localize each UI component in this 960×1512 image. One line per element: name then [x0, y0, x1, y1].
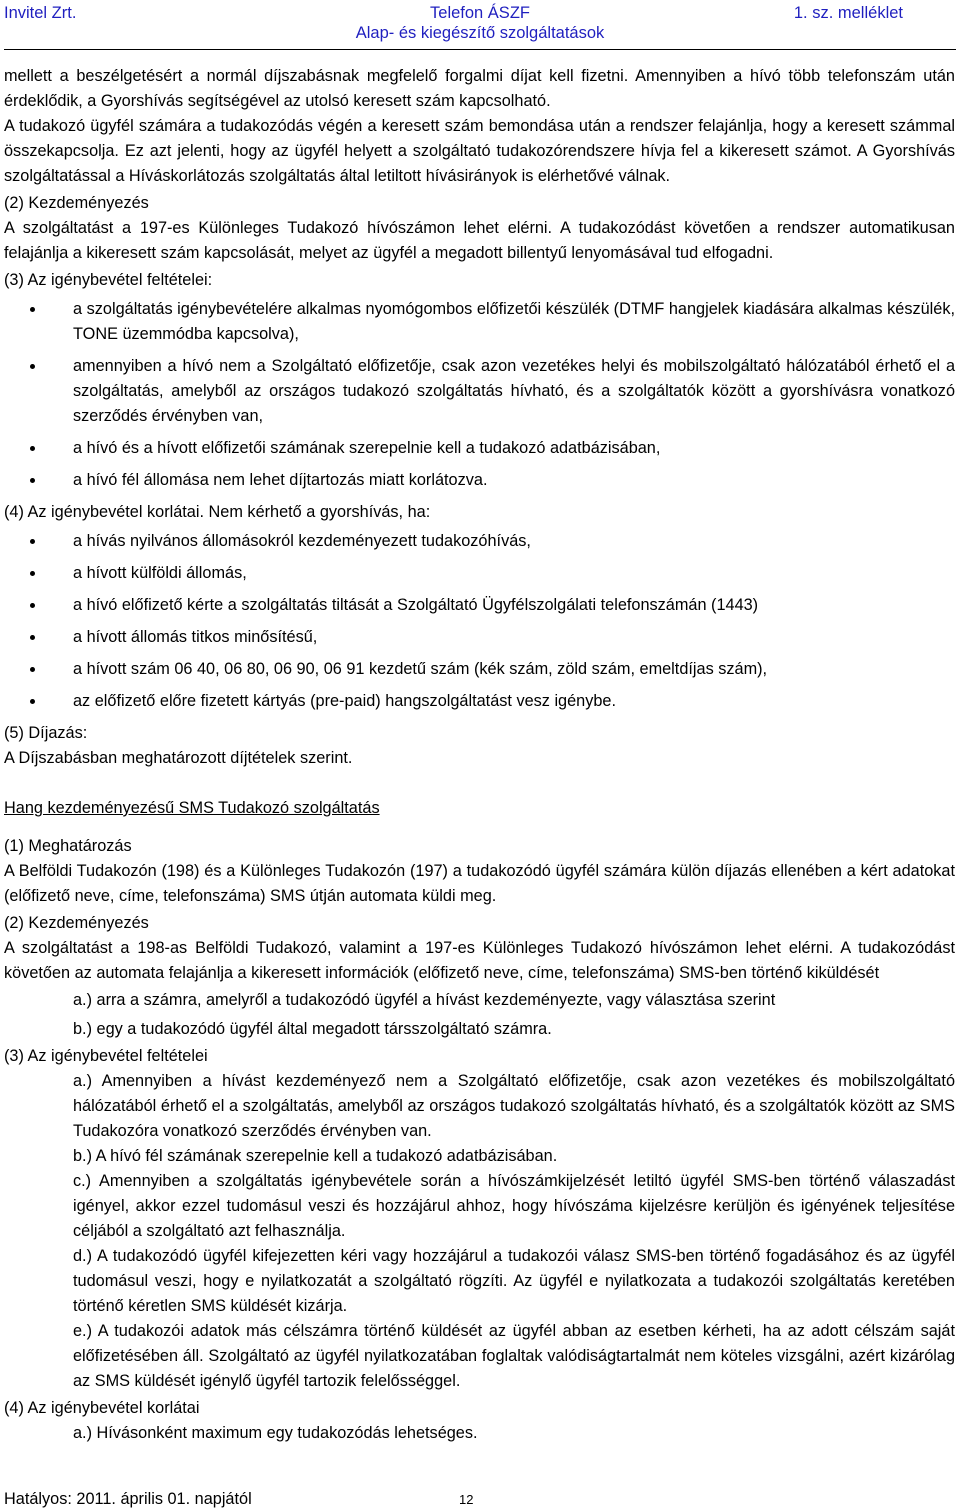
- service-title: Hang kezdeményezésű SMS Tudakozó szolgáltatás: [4, 799, 380, 817]
- list-item: a hívott külföldi állomás,: [4, 561, 955, 586]
- section-heading: (3) Az igénybevétel feltételei: [4, 1047, 208, 1065]
- section-heading: (5) Díjazás:: [4, 724, 88, 742]
- list-item: a hívott állomás titkos minősítésű,: [4, 625, 955, 650]
- paragraph: A szolgáltatást a 198-as Belföldi Tudakozó, valamint a 197-es Különleges Tudakozó hívószámon lehet elérni. A tudakozódást követően az automata felajánlja a kikeresett információk (előfizető neve, címe, telefonszáma) SMS-ben történő kiküldését: [4, 939, 955, 982]
- sms-conditions-list: [4, 1069, 955, 1394]
- sms-limitations-list: [4, 1421, 955, 1446]
- header-subtitle: Alap- és kiegészítő szolgáltatások: [355, 24, 605, 42]
- paragraph: A tudakozó ügyfél számára a tudakozódás végén a keresett szám bemondása után a rendszer felajánlja, hogy a keresett számmal összekapcsolja. Ez azt jelenti, hogy az ügyfél helyett a szolgáltató tudakozórendszere hívja fel a kikeresett számot. A Gyorshívás szolgáltatással a Híváskorlátozás szolgáltatás által letiltott hívásirányok is elérhetővé válnak.: [4, 117, 955, 185]
- section-heading: (2) Kezdeményezés: [4, 194, 149, 212]
- header-left: Invitel Zrt.: [4, 4, 77, 22]
- delivery-options-list: [4, 988, 955, 1042]
- list-item: a.) arra a számra, amelyről a tudakozódó ügyfél a hívást kezdeményezte, vagy választása szerint: [73, 991, 776, 1009]
- list-item: d.) A tudakozódó ügyfél kifejezetten kéri vagy hozzájárul a tudakozói válasz SMS-ben történő fogadásához és az ügyfél tudomásul veszi, hogy e nyilatkozatát a szolgáltató rögzíti. Az ügyfél e nyilatkozata a tudakozói szolgáltatás keretében történő kéretlen SMS küldését kizárja.: [73, 1247, 955, 1315]
- list-item: a.) Amennyiben a hívást kezdeményező nem a Szolgáltató előfizetője, csak azon vezetékes és mobilszolgáltató hálózatából érhető el a szolgáltatás, amelyből az országos tudakozó szolgáltatás hívható, és a szolgáltatók között az SMS Tudakozóra vonatkozó szerződés érvényben van.: [73, 1072, 955, 1140]
- bullet-icon: [30, 446, 35, 451]
- header-center: Telefon ÁSZF: [430, 4, 530, 22]
- list-item: a szolgáltatás igénybevételére alkalmas nyomógombos előfizetői készülék (DTMF hangjelek kiadására alkalmas készülék, TONE üzemmódba kapcsolva),: [4, 297, 955, 347]
- section-heading: (4) Az igénybevétel korlátai. Nem kérhető a gyorshívás, ha:: [4, 503, 431, 521]
- paragraph: A Belföldi Tudakozón (198) és a Különleges Tudakozón (197) a tudakozódó ügyfél számára külön díjazás ellenében a kért adatokat (előfizető neve, címe, telefonszáma) SMS útján automata küldi meg.: [4, 862, 955, 905]
- conditions-list: [4, 297, 955, 493]
- list-item: a.) Hívásonként maximum egy tudakozódás lehetséges.: [73, 1424, 478, 1442]
- header-rule: [4, 49, 956, 50]
- bullet-icon: [30, 667, 35, 672]
- bullet-icon: [30, 307, 35, 312]
- bullet-icon: [30, 699, 35, 704]
- page-header: [4, 0, 956, 52]
- document-body: [4, 64, 955, 1446]
- page-number: 12: [459, 1492, 474, 1507]
- bullet-icon: [30, 478, 35, 483]
- section-heading: (2) Kezdeményezés: [4, 914, 149, 932]
- list-item: amennyiben a hívó nem a Szolgáltató előfizetője, csak azon vezetékes helyi és mobilszolgáltató hálózatából érhető el a szolgáltatás, amelyből az országos tudakozó szolgáltatás hívható, és a szolgáltatók között a gyorshívásra vonatkozó szerződés érvényben van,: [4, 354, 955, 429]
- list-item: a hívó előfizető kérte a szolgáltatás tiltását a Szolgáltató Ügyfélszolgálati telefonszámán (1443): [4, 593, 955, 618]
- list-item: c.) Amennyiben a szolgáltatás igénybevétele során a hívószámkijelzését letiltó ügyfél SMS-ben történő válaszadást igényel, akkor ezzel tudomásul veszi és hozzájárul ahhoz, hogy hívószáma kijelzésre kerüljön és igényének teljesítése céljából a szolgáltató azt felhasználja.: [73, 1172, 955, 1240]
- bullet-icon: [30, 364, 35, 369]
- list-item: b.) egy a tudakozódó ügyfél által megadott társszolgáltató számra.: [73, 1020, 552, 1038]
- paragraph: A szolgáltatást a 197-es Különleges Tudakozó hívószámon lehet elérni. A tudakozódást követően a rendszer automatikusan felajánlja a kikeresett szám kapcsolását, melyet az ügyfél a megadott billentyű lenyomásával tud elfogadni.: [4, 219, 955, 262]
- list-item: e.) A tudakozói adatok más célszámra történő küldését az ügyfél abban az esetben kérheti, ha az adott célszám saját előfizetésében áll. Szolgáltató az ügyfél nyilatkozatában foglaltak valódiságtartalmát nem köteles vizsgálni, azért kizárólag az SMS küldését igénylő ügyfél tartozik felelősséggel.: [73, 1322, 955, 1390]
- section-heading: (1) Meghatározás: [4, 837, 132, 855]
- list-item: a hívás nyilvános állomásokról kezdeményezett tudakozóhívás,: [4, 529, 955, 554]
- limitations-list: [4, 529, 955, 714]
- list-item: a hívó fél állomása nem lehet díjtartozás miatt korlátozva.: [4, 468, 955, 493]
- section-heading: (4) Az igénybevétel korlátai: [4, 1399, 200, 1417]
- list-item: az előfizető előre fizetett kártyás (pre-paid) hangszolgáltatást vesz igénybe.: [4, 689, 955, 714]
- paragraph: A Díjszabásban meghatározott díjtételek szerint.: [4, 749, 353, 767]
- header-right: 1. sz. melléklet: [793, 4, 903, 22]
- section-heading: (3) Az igénybevétel feltételei:: [4, 271, 213, 289]
- bullet-icon: [30, 539, 35, 544]
- list-item: a hívott szám 06 40, 06 80, 06 90, 06 91 kezdetű szám (kék szám, zöld szám, emeltdíjas szám),: [4, 657, 955, 682]
- paragraph: mellett a beszélgetésért a normál díjszabásnak megfelelő forgalmi díjat kell fizetni. Amennyiben a hívó több telefonszám után érdeklődik, a Gyorshívás segítségével az utolsó keresett szám kapcsolható.: [4, 67, 955, 110]
- bullet-icon: [30, 571, 35, 576]
- list-item: a hívó és a hívott előfizetői számának szerepelnie kell a tudakozó adatbázisában,: [4, 436, 955, 461]
- effective-date: Hatályos: 2011. április 01. napjától: [4, 1490, 252, 1508]
- bullet-icon: [30, 603, 35, 608]
- list-item: b.) A hívó fél számának szerepelnie kell a tudakozó adatbázisában.: [73, 1147, 558, 1165]
- bullet-icon: [30, 635, 35, 640]
